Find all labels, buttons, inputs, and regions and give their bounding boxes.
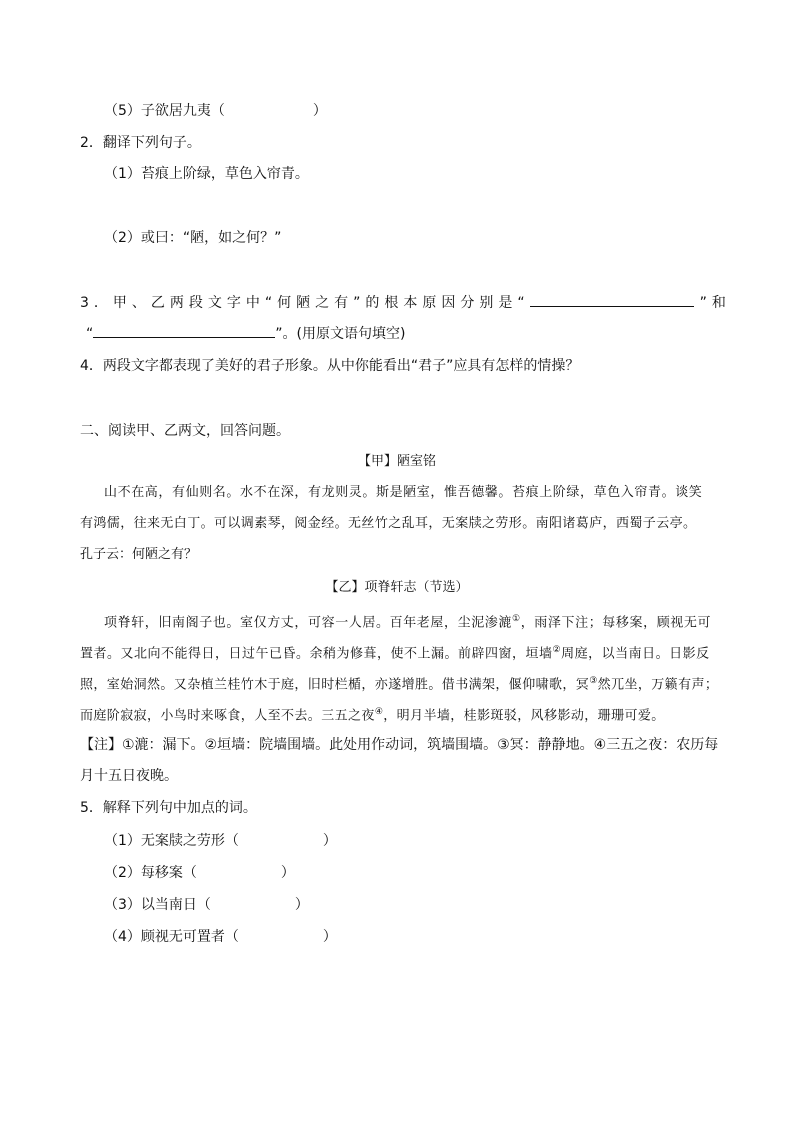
q5-item-1-label: （1）无案牍之劳形（ — [104, 833, 239, 849]
passage-jia-title: 【甲】陋室铭 — [357, 454, 436, 469]
passage-yi-line-1-b: ，雨泽下注；每移案，顾视无可 — [520, 615, 712, 631]
q2-title: 2．翻译下列句子。 — [80, 135, 201, 151]
q5-title: 5．解释下列句中加点的词。 — [80, 800, 257, 816]
passage-yi-line-4-a: 而庭阶寂寂，小鸟时来啄食，人至不去。三五之夜 — [80, 708, 375, 724]
footnote-marker-2: ② — [552, 645, 562, 655]
q3-text-4: ”。(用原文语句填空) — [275, 326, 406, 342]
passage-jia-line-1: 山不在高，有仙则名。水不在深，有龙则灵。斯是陋室，惟吾德馨。苔痕上阶绿，草色入帘青。谈笑 — [104, 485, 703, 500]
footnote-marker-1: ① — [512, 614, 521, 624]
passage-yi-line-2 — [80, 640, 710, 664]
footnote-marker-4: ④ — [374, 707, 384, 717]
passage-yi-line-1 — [104, 609, 711, 633]
passage-yi-line-3-b: 然兀坐，万籁有声； — [597, 677, 719, 693]
q1-item-5-close: ） — [312, 103, 327, 119]
q5-item-3 — [104, 895, 309, 915]
note-line-2: 月十五日夜晚。 — [80, 768, 178, 784]
note-line-1: 【注】①漉：漏下。②垣墙：院墙围墙。此处用作动词，筑墙围墙。③冥：静静地。④三五之夜：农历每 — [80, 737, 719, 753]
passage-jia-line-3: 孔子云：何陋之有？ — [80, 547, 198, 562]
q3-blank-2[interactable] — [93, 323, 275, 338]
q5-item-2 — [104, 863, 295, 883]
passage-yi-line-2-b: 周庭，以当南日。日影反 — [561, 646, 710, 662]
passage-yi-line-3-a: 照，室始洞然。又杂植兰桂竹木于庭，旧时栏楯，亦遂增胜。借书满架，偃仰啸歌，冥 — [80, 677, 590, 693]
q3-line-1 — [80, 292, 731, 313]
q2-sentence-1: （1）苔痕上阶绿，草色入帘青。 — [104, 166, 309, 182]
q5-item-4-label: （4）顾视无可置者（ — [104, 929, 239, 945]
passage-yi-line-2-a: 置者。又北向不能得日，日过午已昏。余稍为修葺，使不上漏。前辟四窗，垣墙 — [80, 646, 553, 662]
q3-text-2: ”和 — [699, 295, 731, 311]
q5-item-1 — [104, 831, 337, 851]
q1-item-5-label: （5）子欲居九夷（ — [104, 103, 225, 119]
passage-yi-title: 【乙】项脊轩志（节选） — [325, 580, 469, 595]
q2-sentence-2: （2）或曰：“陋，如之何？” — [104, 230, 282, 246]
q5-item-2-close: ） — [280, 865, 295, 881]
q5-item-2-label: （2）每移案（ — [104, 865, 197, 881]
passage-yi-line-4-b: ，明月半墙，桂影斑驳，风移影动，珊珊可爱。 — [383, 708, 665, 724]
q3-blank-1[interactable] — [530, 292, 694, 307]
passage-jia-line-2: 有鸿儒，往来无白丁。可以调素琴，阅金经。无丝竹之乱耳，无案牍之劳形。南阳诸葛庐，西蜀子云亭。 — [80, 516, 697, 531]
passage-yi-line-1-a: 项脊轩，旧南阁子也。室仅方丈，可容一人居。百年老屋，尘泥渗漉 — [104, 615, 513, 631]
q3-line-2 — [86, 323, 405, 344]
q1-item-5 — [104, 101, 327, 121]
q5-item-4-close: ） — [322, 929, 337, 945]
passage-yi-line-3 — [80, 671, 718, 695]
q5-item-3-close: ） — [294, 897, 309, 913]
q3-text-1: 3．甲、乙两段文字中“何陋之有”的根本原因分别是“ — [80, 295, 530, 311]
q5-item-3-label: （3）以当南日（ — [104, 897, 211, 913]
q3-text-3: “ — [86, 326, 94, 342]
q5-item-4 — [104, 927, 337, 947]
passage-yi-line-4 — [80, 702, 665, 726]
section-2-heading: 二、阅读甲、乙两文，回答问题。 — [80, 423, 290, 439]
footnote-marker-3: ③ — [589, 676, 598, 686]
q5-item-1-close: ） — [322, 833, 337, 849]
q4-text: 4．两段文字都表现了美好的君子形象。从中你能看出“君子”应具有怎样的情操？ — [80, 358, 580, 374]
